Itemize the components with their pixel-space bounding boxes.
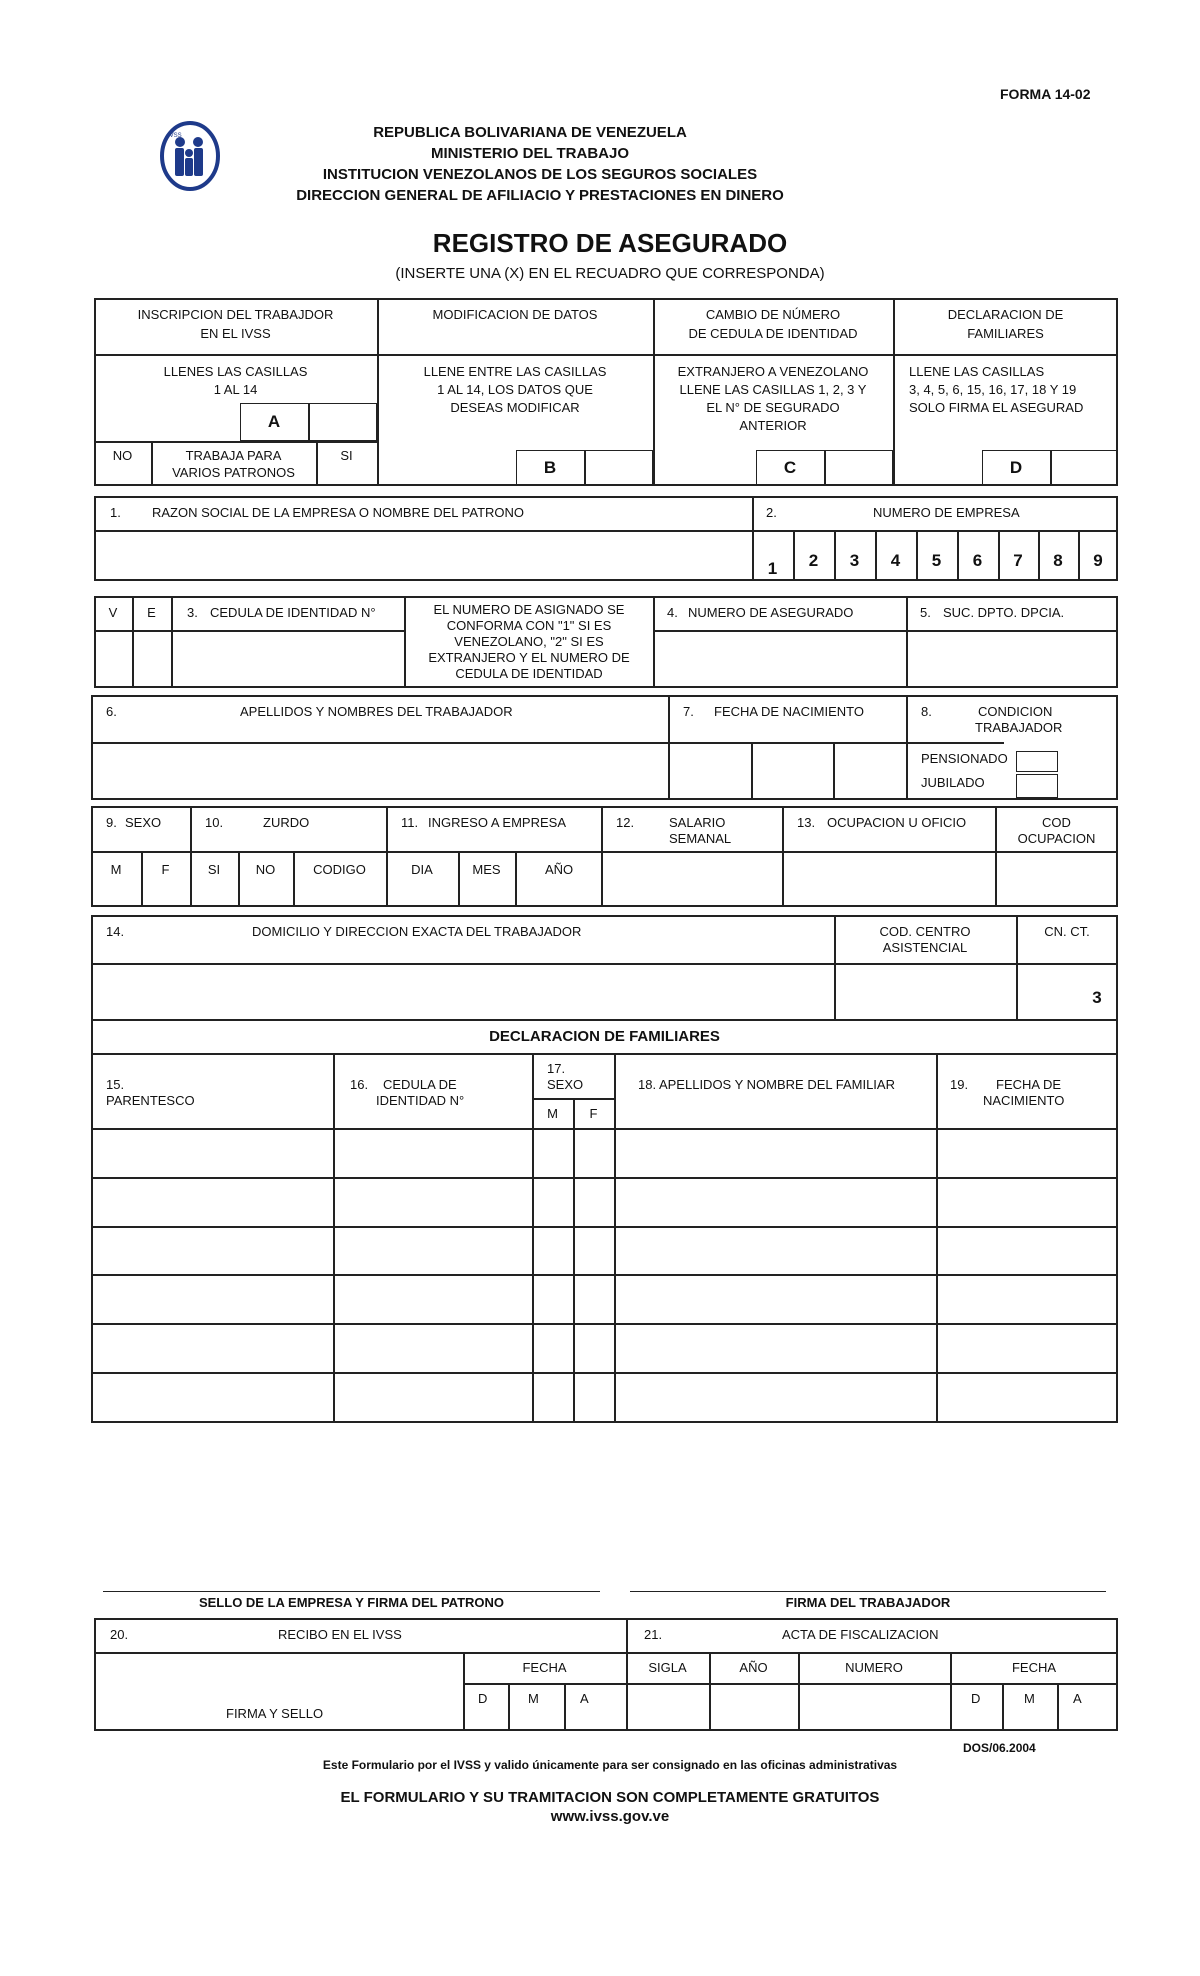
col3-heading-2: DE CEDULA DE IDENTIDAD [688, 326, 858, 341]
header-line-3: INSTITUCION VENEZOLANOS DE LOS SEGUROS SOCIALES [322, 166, 758, 183]
field-21-label: ACTA DE FISCALIZACION [782, 1627, 939, 1642]
field-9-label: SEXO [125, 815, 162, 830]
sexo-m-label: M [110, 862, 122, 877]
col3-instruction-3: EL N° DE SEGURADO [706, 400, 840, 415]
recibo-m-label: M [528, 1691, 539, 1706]
codigo-label: CODIGO [313, 862, 366, 877]
no-label: NO [112, 448, 133, 463]
centro-label: COD. CENTRO [879, 924, 971, 939]
field-12-number: 12. [616, 815, 635, 830]
employer-number-digit: 6 [972, 551, 983, 570]
ingreso-mes-label: MES [472, 862, 501, 877]
varios-label-2: VARIOS PATRONOS [172, 465, 295, 480]
family-row[interactable] [93, 1130, 1116, 1177]
checkbox-c[interactable] [826, 452, 892, 484]
venezolano-label: V [108, 605, 118, 620]
acta-fecha-label: FECHA [1011, 1660, 1057, 1675]
fam-sexo-m: M [547, 1106, 558, 1121]
extranjero-label: E [147, 605, 156, 620]
field-9-number: 9. [106, 815, 117, 830]
field-20-label: RECIBO EN EL IVSS [278, 1627, 402, 1642]
field-10-label: ZURDO [263, 815, 310, 830]
field-13-label: OCUPACION U OFICIO [827, 815, 967, 830]
field-19-label-2: NACIMIENTO [983, 1093, 1065, 1108]
acta-numero-label: NUMERO [845, 1660, 903, 1675]
cedula-input[interactable] [176, 640, 404, 678]
form-title: REGISTRO DE ASEGURADO [432, 228, 788, 258]
field-1-label: RAZON SOCIAL DE LA EMPRESA O NOMBRE DEL PATRONO [152, 505, 525, 520]
field-5-number: 5. [920, 605, 931, 620]
field-11-label: INGRESO A EMPRESA [428, 815, 566, 830]
worker-signature-label: FIRMA DEL TRABAJADOR [785, 1595, 951, 1610]
header-line-2: MINISTERIO DEL TRABAJO [430, 145, 630, 162]
checkbox-venezolano[interactable] [96, 632, 131, 686]
fam-sexo-f: F [589, 1106, 598, 1121]
family-row[interactable] [93, 1325, 1116, 1372]
zurdo-si-label: SI [207, 862, 221, 877]
employer-number-digit: 4 [890, 551, 901, 570]
field-2-number: 2. [766, 505, 777, 520]
checkbox-pensionado[interactable] [1016, 751, 1058, 772]
field-10-number: 10. [205, 815, 224, 830]
employer-number-digit: 9 [1093, 551, 1103, 570]
field-16-label-2: IDENTIDAD N° [376, 1093, 465, 1108]
header-line-4: DIRECCION GENERAL DE AFILIACIO Y PRESTACIONES EN DINERO [296, 187, 784, 204]
col4-instruction-3: SOLO FIRMA EL ASEGURAD [909, 400, 1084, 415]
acta-ano-label: AÑO [739, 1660, 768, 1675]
field-21-number: 21. [644, 1627, 663, 1642]
col3-instruction-4: ANTERIOR [739, 418, 807, 433]
field-13-number: 13. [797, 815, 816, 830]
field-16-number: 16. [350, 1077, 369, 1092]
col1-instruction: LLENES LAS CASILLAS [163, 364, 308, 379]
si-label: SI [340, 448, 353, 463]
form-version: DOS/06.2004 [963, 1741, 1036, 1755]
employer-number-digit: 7 [1013, 551, 1023, 570]
field-15-label: PARENTESCO [106, 1093, 195, 1108]
employer-number-digit: 3 [849, 551, 860, 570]
salario-input[interactable] [606, 858, 780, 904]
field-20-number: 20. [110, 1627, 129, 1642]
employer-number-digit: 8 [1053, 551, 1063, 570]
box-c-label: C [783, 458, 797, 477]
employer-name-input[interactable] [100, 538, 749, 576]
col4-instruction-2: 3, 4, 5, 6, 15, 16, 17, 18 Y 19 [909, 382, 1077, 397]
family-row[interactable] [93, 1374, 1116, 1421]
ingreso-dia-label: DIA [411, 862, 433, 877]
col3-instruction-2: LLENE LAS CASILLAS 1, 2, 3 Y [679, 382, 867, 397]
field-18-label: 18. APELLIDOS Y NOMBRE DEL FAMILIAR [638, 1077, 895, 1092]
ocupacion-input[interactable] [788, 858, 994, 904]
field-3-number: 3. [187, 605, 198, 620]
cod-ocupacion-input[interactable] [1000, 858, 1116, 904]
col4-instruction: LLENE LAS CASILLAS [909, 364, 1045, 379]
cnct-digit: 3 [1092, 988, 1102, 1007]
checkbox-d[interactable] [1052, 452, 1118, 484]
form-subtitle: (INSERTE UNA (X) EN EL RECUADRO QUE CORRESPONDA) [395, 265, 825, 282]
family-row[interactable] [93, 1276, 1116, 1323]
box-a-label: A [267, 412, 281, 431]
employer-number-digit: 2 [808, 551, 819, 570]
field-14-number: 14. [106, 924, 125, 939]
field-6-number: 6. [106, 704, 117, 719]
field-16-label: CEDULA DE [383, 1077, 457, 1092]
acta-d-label: D [971, 1691, 981, 1706]
field-17-label: SEXO [547, 1077, 584, 1092]
col2-heading: MODIFICACION DE DATOS [432, 307, 598, 322]
centro-label-2: ASISTENCIAL [882, 940, 968, 955]
field-7-number: 7. [683, 704, 694, 719]
box-b-label: B [543, 458, 557, 477]
checkbox-jubilado[interactable] [1016, 774, 1058, 798]
varios-label: TRABAJA PARA [185, 448, 282, 463]
pensionado-label: PENSIONADO [921, 751, 1008, 766]
col2-instruction-3: DESEAS MODIFICAR [450, 400, 580, 415]
address-input[interactable] [98, 970, 832, 1016]
footer-note: Este Formulario por el IVSS y valido únicamente para ser consignado en las oficinas administrativas [322, 1758, 898, 1772]
recibo-a-label: A [580, 1691, 589, 1706]
worker-name-input[interactable] [98, 752, 667, 794]
acta-a-label: A [1073, 1691, 1082, 1706]
col3-heading: CAMBIO DE NÚMERO [705, 307, 841, 322]
family-row[interactable] [93, 1228, 1116, 1274]
field-8-label: CONDICION [978, 704, 1053, 719]
recibo-fecha-label: FECHA [522, 1660, 567, 1675]
zurdo-no-label: NO [255, 862, 276, 877]
col1-heading-2: EN EL IVSS [200, 326, 271, 341]
cod-ocupacion-label-2: OCUPACION [1017, 831, 1096, 846]
checkbox-extranjero[interactable] [134, 632, 170, 686]
sigla-label: SIGLA [648, 1660, 687, 1675]
field-12-label-2: SEMANAL [669, 831, 732, 846]
col1-heading: INSCRIPCION DEL TRABAJDOR [137, 307, 334, 322]
cnct-label: CN. CT. [1044, 924, 1090, 939]
sexo-f-label: F [161, 862, 170, 877]
checkbox-b[interactable] [586, 452, 652, 484]
recibo-d-label: D [478, 1691, 488, 1706]
field-1-number: 1. [110, 505, 121, 520]
jubilado-label: JUBILADO [921, 775, 985, 790]
cod-ocupacion-label: COD [1042, 815, 1071, 830]
acta-m-label: M [1024, 1691, 1035, 1706]
footer-free-notice: EL FORMULARIO Y SU TRAMITACION SON COMPLETAMENTE GRATUITOS [340, 1789, 880, 1806]
col4-heading: DECLARACION DE [947, 307, 1064, 322]
field-3-label: CEDULA DE IDENTIDAD N° [210, 605, 376, 620]
firma-sello-label: FIRMA Y SELLO [226, 1706, 324, 1721]
col3-instruction: EXTRANJERO A VENEZOLANO [677, 364, 869, 379]
family-title: DECLARACION DE FAMILIARES [489, 1028, 720, 1045]
centro-asistencial-input[interactable] [840, 970, 1014, 1016]
col1-instruction-2: 1 AL 14 [213, 382, 258, 397]
box-d-label: D [1009, 458, 1023, 477]
field-15-number: 15. [106, 1077, 125, 1092]
field-14-label: DOMICILIO Y DIRECCION EXACTA DEL TRABAJADOR [252, 924, 582, 939]
field-11-number: 11. [401, 815, 419, 830]
logo-text: IVSS [168, 133, 182, 139]
col2-instruction: LLENE ENTRE LAS CASILLAS [423, 364, 607, 379]
field-7-label: FECHA DE NACIMIENTO [714, 704, 865, 719]
field-19-label: FECHA DE [996, 1077, 1062, 1092]
col4-heading-2: FAMILIARES [967, 326, 1044, 341]
field-4-number: 4. [667, 605, 678, 620]
employer-number-digit: 5 [931, 551, 942, 570]
field-2-label: NUMERO DE EMPRESA [873, 505, 1020, 520]
field-6-label: APELLIDOS Y NOMBRES DEL TRABAJADOR [240, 704, 513, 719]
employer-number-digit: 1 [767, 559, 778, 578]
field-4-label: NUMERO DE ASEGURADO [688, 605, 854, 620]
family-row[interactable] [93, 1179, 1116, 1226]
footer-url[interactable]: www.ivss.gov.ve [550, 1808, 670, 1825]
sucursal-input[interactable] [912, 640, 1116, 678]
numero-asegurado-input[interactable] [660, 640, 904, 678]
employer-signature-label: SELLO DE LA EMPRESA Y FIRMA DEL PATRONO [198, 1595, 505, 1610]
col2-instruction-2: 1 AL 14, LOS DATOS QUE [437, 382, 593, 397]
identity-note: EL NUMERO DE ASIGNADO SE CONFORMA CON "1" SI ES VENEZOLANO, "2" SI ES EXTRANJERO Y EL NUMERO DE CEDULA DE IDENTIDAD [428, 602, 630, 681]
field-19-number: 19. [950, 1077, 969, 1092]
field-12-label: SALARIO [669, 815, 726, 830]
ingreso-ano-label: AÑO [545, 862, 574, 877]
field-8-label-2: TRABAJADOR [975, 720, 1063, 735]
field-8-number: 8. [921, 704, 932, 719]
form-code: FORMA 14-02 [1000, 86, 1091, 102]
field-17-number: 17. [547, 1061, 566, 1076]
checkbox-a[interactable] [310, 405, 376, 439]
field-5-label: SUC. DPTO. DPCIA. [943, 605, 1065, 620]
header-line-1: REPUBLICA BOLIVARIANA DE VENEZUELA [373, 124, 687, 141]
